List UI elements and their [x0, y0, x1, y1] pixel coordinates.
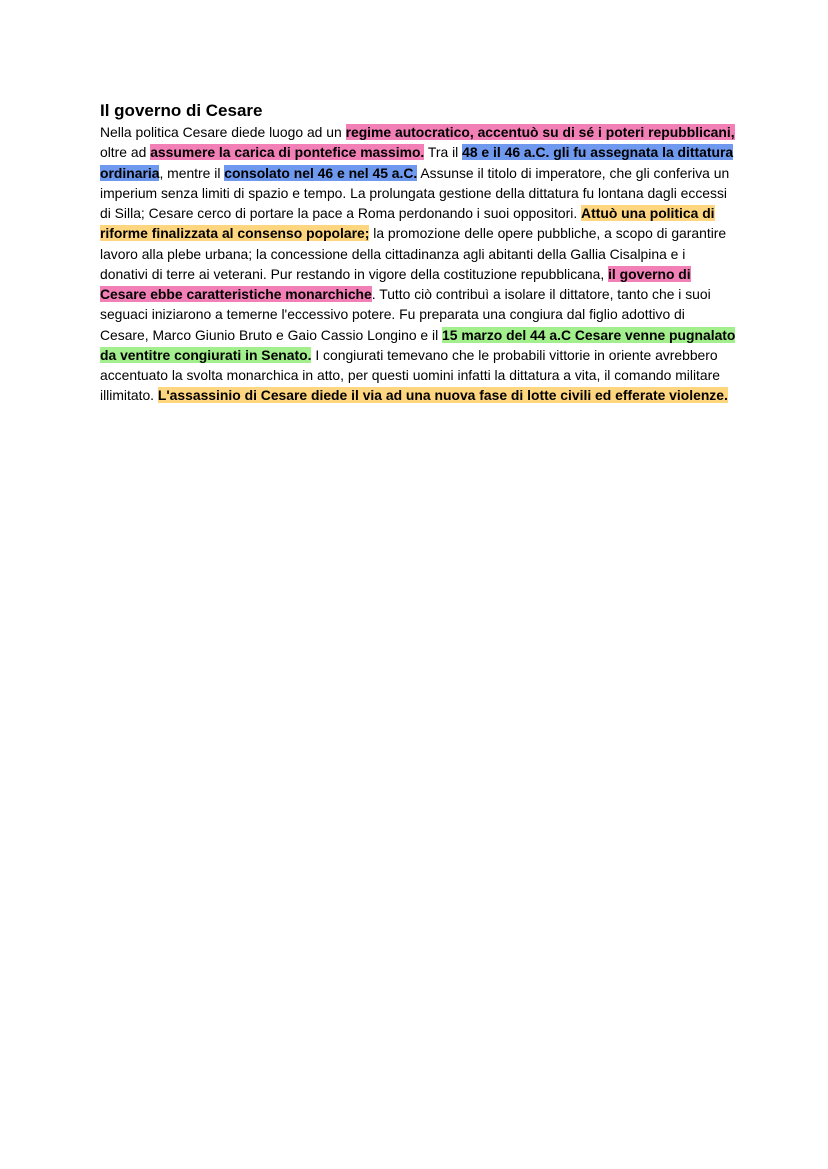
- document-title: Il governo di Cesare: [100, 101, 263, 120]
- text-segment: Assunse il titolo di imperatore, che gli conferiva un imperium senza limiti di spazio e tempo. La prolungata gestione della dittatura fu lontana dagli eccessi di Silla; Cesare cerco di portare la pace a Roma perdonando i suoi oppositori.: [100, 164, 730, 221]
- highlighted-text-segment: regime autocratico, accentuò su di sé i poteri repubblicani,: [345, 124, 735, 140]
- text-segment: oltre ad: [100, 144, 151, 161]
- document-page: [100, 100, 736, 406]
- highlighted-text-segment: 15 marzo del 44 a.C Cesare venne pugnalato da ventitre congiurati in Senato.: [100, 326, 736, 363]
- highlighted-text-segment: Attuò una politica di riforme finalizzata al consenso popolare;: [100, 205, 715, 242]
- text-segment: Nella politica Cesare diede luogo ad un: [100, 124, 346, 140]
- text-segment: Tra il: [424, 144, 463, 161]
- text-segment: . Tutto ciò contribuì a isolare il dittatore, tanto che i suoi seguaci iniziarono a temerne l'eccessivo potere. Fu preparata una congiura dal figlio adottivo di Cesare, Marco Giunio Bruto e Gaio Cassio Longino e il: [100, 286, 711, 343]
- highlighted-text-segment: consolato nel 46 e nel 45 a.C.: [224, 164, 418, 181]
- text-segment: la promozione delle opere pubbliche, a scopo di garantire lavoro alla plebe urbana; la concessione della cittadinanza agli abitanti della Gallia Cisalpina e i donativi di terre ai veterani. Pur restando in vigore della costituzione repubblicana,: [100, 225, 727, 282]
- document-paragraph: [100, 122, 736, 406]
- highlighted-text-segment: L'assassinio di Cesare diede il via ad una nuova fase di lotte civili ed efferate violenze.: [157, 387, 728, 404]
- highlighted-text-segment: il governo di Cesare ebbe caratteristiche monarchiche: [100, 265, 691, 302]
- text-segment: , mentre il: [159, 164, 225, 181]
- highlighted-text-segment: 48 e il 46 a.C. gli fu assegnata la dittatura ordinaria: [100, 144, 734, 181]
- text-segment: I congiurati temevano che le probabili vittorie in oriente avrebbero accentuato la svolta monarchica in atto, per questi uomini infatti la dittatura a vita, il comando militare illimitato.: [100, 346, 720, 404]
- highlighted-text-segment: assumere la carica di pontefice massimo.: [150, 144, 425, 161]
